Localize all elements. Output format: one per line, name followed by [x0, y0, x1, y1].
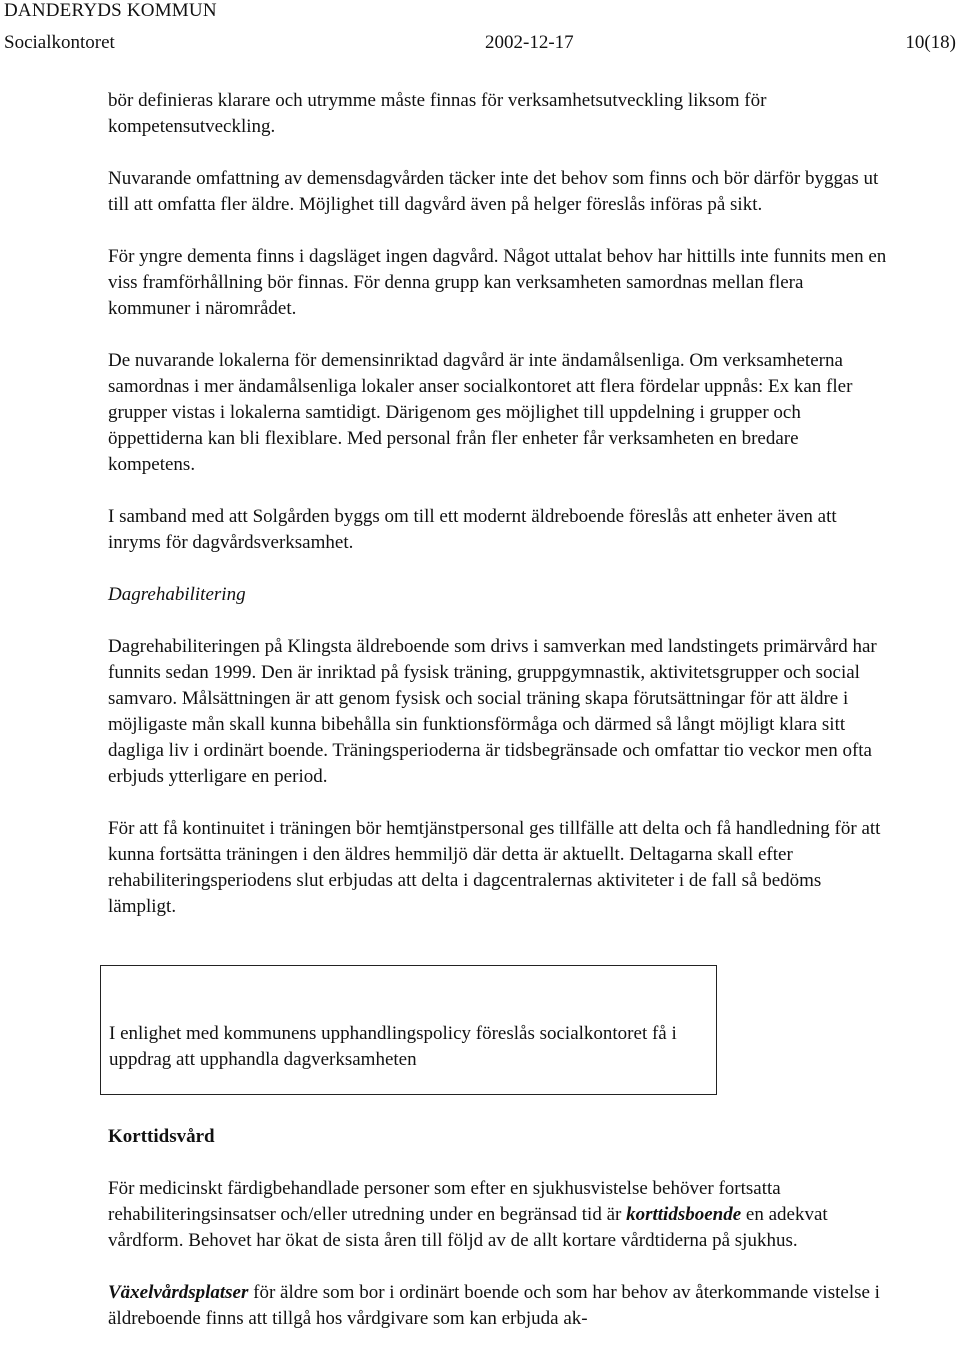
header-row: [4, 32, 956, 54]
paragraph-7: För att få kontinuitet i träningen bör hemtjänstpersonal ges tillfälle att delta och få handledning för att kunna fortsätta träningen i den äldres hemmiljö där detta är aktuellt. Deltagarna skall efter rehabiliteringsperiodens slut erbjudas att delta i dagcentralernas aktiviteter i de fall så bedöms lämpligt.: [108, 818, 881, 917]
document-body: [108, 88, 888, 920]
paragraph-8: [108, 1176, 888, 1254]
paragraph-4: De nuvarande lokalerna för demensinriktad dagvård är inte ändamålsenliga. Om verksamheterna samordnas i mer ändamålsenliga lokaler anser socialkontoret att flera fördelar uppnås: Ex kan fler grupper vistas i lokalerna samtidigt. Därigenom ges möjlighet till uppdelning i grupper och öppettiderna kan bli flexiblare. Med personal från fler enheter får verksamheten en bredare kompetens.: [108, 350, 853, 475]
paragraph-9-part-b: för äldre som bor i ordinärt boende och som har behov av återkommande vistelse i äldreboende finns att tillgå hos vårdgivare som kan erbjuda ak-: [108, 1282, 880, 1329]
paragraph-6: Dagrehabiliteringen på Klingsta äldreboende som drivs i samverkan med landstingets primärvård har funnits sedan 1999. Den är inriktad på fysisk träning, gruppgymnastik, aktivitetsgrupper och social samvaro. Målsättningen är att genom fysisk och social träning skapa förutsättningar för att äldre i möjligaste mån skall kunna bibehålla sin funktionsförmåga och därmed så långt möjligt klara sitt dagliga liv i ordinärt boende. Träningsperioderna är tidsbegränsade och omfattar tio veckor men ofta erbjuds ytterligare en period.: [108, 636, 877, 787]
department-name: Socialkontoret: [4, 32, 115, 53]
document-date: 2002-12-17: [485, 32, 574, 53]
page-header: [4, 0, 956, 54]
section-heading-dagrehabilitering: Dagrehabilitering: [108, 584, 246, 605]
paragraph-2: Nuvarande omfattning av demensdagvården täcker inte det behov som finns och bör därför byggas ut till att omfatta fler äldre. Möjlighet till dagvård även på helger föreslås införas på sikt.: [108, 168, 879, 215]
term-korttidsboende: korttidsboende: [626, 1204, 742, 1225]
document-body-lower: [108, 1124, 888, 1332]
paragraph-8-part-a: För medicinskt färdigbehandlade personer som efter en sjukhusvistelse behöver fortsatta rehabiliteringsinsatser och/eller utredning under en begränsad tid är: [108, 1178, 781, 1225]
paragraph-8-part-b: en adekvat vårdform. Behovet har ökat de sista åren till följd av de allt kortare vårdtiderna på sjukhus.: [108, 1204, 828, 1251]
organization-name: DANDERYDS KOMMUN: [4, 0, 217, 21]
paragraph-3: För yngre dementa finns i dagsläget ingen dagvård. Något uttalat behov har hittills inte funnits men en viss framförhållning bör finnas. För denna grupp kan verksamheten samordnas mellan flera kommuner i närområdet.: [108, 246, 887, 319]
section-heading-korttidsvard: Korttidsvård: [108, 1126, 215, 1147]
proposal-text: I enlighet med kommunens upphandlingspolicy föreslås socialkontoret få i uppdrag att upphandla dagverksamheten: [109, 1023, 677, 1070]
paragraph-5: I samband med att Solgården byggs om till ett modernt äldreboende föreslås att enheter även att inryms för dagvårdsverksamhet.: [108, 506, 837, 553]
term-vaxelvardsplatser: Växelvårdsplatser: [108, 1282, 249, 1303]
paragraph-1: bör definieras klarare och utrymme måste finnas för verksamhetsutveckling liksom för kompetensutveckling.: [108, 90, 767, 137]
page-number: 10(18): [905, 32, 956, 53]
proposal-box: [100, 965, 717, 1095]
paragraph-9: [108, 1280, 888, 1332]
